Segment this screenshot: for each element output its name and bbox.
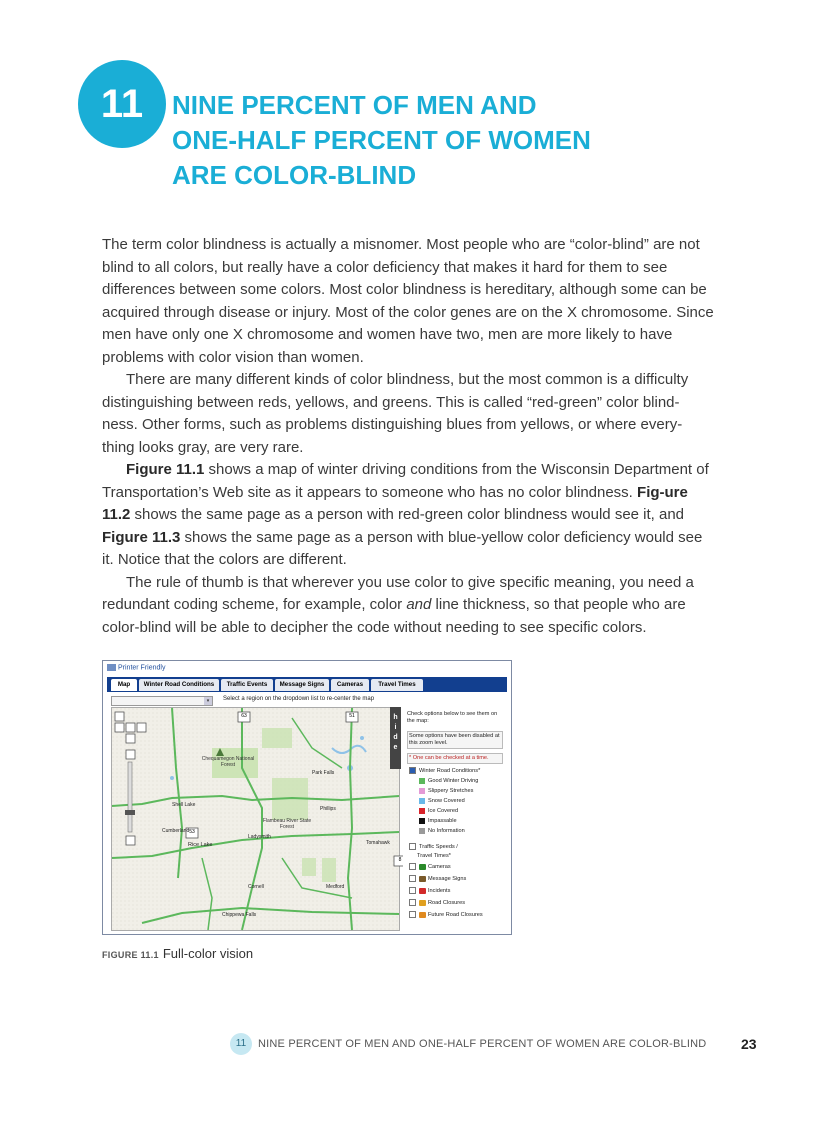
chapter-title-line-1: NINE PERCENT OF MEN AND: [172, 90, 537, 120]
disabled-note: Some options have been disabled at this zoom level.: [407, 731, 503, 749]
map-label-ladysmith: Ladysmith: [248, 834, 271, 840]
incident-icon: [419, 888, 426, 894]
paragraph-4-text-1: The rule of thumb is that wherever you use color to give specific meaning, you need a redundant coding scheme, for example, color: [102, 573, 694, 613]
chapter-title-line-3: ARE COLOR-BLIND: [172, 160, 417, 190]
figure-caption-text: Full-color vision: [162, 946, 254, 961]
hide-panel-toggle[interactable]: [390, 707, 401, 769]
tab-bar: [107, 677, 507, 692]
hide-letter-h: h: [393, 714, 398, 721]
legend-slippery-label: Slippery Stretches: [428, 788, 474, 794]
layer-panel: [403, 707, 507, 929]
map-label-rice-lake: Rice Lake: [188, 842, 213, 848]
legend-impassable: [419, 817, 457, 826]
map-label-cornell: Cornell: [248, 884, 264, 890]
winter-checkbox[interactable]: [409, 767, 416, 774]
tab-message-signs[interactable]: Message Signs: [275, 679, 329, 691]
legend-swatch-slippery: [419, 788, 425, 794]
layer-road-closures[interactable]: [409, 899, 465, 908]
map-label-phillips: Phillips: [320, 806, 336, 812]
legend-no-info-label: No Information: [428, 828, 465, 834]
map-label-tomahawk: Tomahawk: [366, 840, 390, 846]
incidents-label: Incidents: [428, 888, 451, 894]
map-label-route-53: 53: [189, 829, 195, 835]
paragraph-4: [102, 572, 714, 640]
figure-ref-11-1: Figure 11.1: [126, 461, 205, 478]
figure-ref-11-2: Fig-ure 11.2: [102, 483, 688, 523]
map-label-chippewa: Chippewa Falls: [222, 912, 257, 918]
road-closures-checkbox[interactable]: [409, 899, 416, 906]
future-road-closure-icon: [419, 912, 426, 918]
legend-swatch-impassable: [419, 818, 425, 824]
tab-cameras[interactable]: Cameras: [331, 679, 369, 691]
message-signs-checkbox[interactable]: [409, 875, 416, 882]
map-label-route-8: 8: [398, 857, 402, 863]
cameras-checkbox[interactable]: [409, 863, 416, 870]
map-label-park-falls: Park Falls: [312, 770, 335, 776]
legend-ice: [419, 807, 458, 816]
hide-letter-e: e: [393, 744, 398, 751]
figure-caption-label: FIGURE 11.1: [102, 950, 159, 960]
legend-good: [419, 777, 478, 786]
cameras-label: Cameras: [428, 864, 451, 870]
body-text: [102, 234, 714, 639]
paragraph-3: [102, 459, 714, 572]
printer-friendly-link[interactable]: [107, 664, 165, 671]
legend-snow-label: Snow Covered: [428, 798, 465, 804]
road-closure-icon: [419, 900, 426, 906]
footer-chapter-number: 11: [235, 1038, 247, 1049]
camera-icon: [419, 864, 426, 870]
tab-traffic-events[interactable]: Traffic Events: [221, 679, 273, 691]
incidents-checkbox[interactable]: [409, 887, 416, 894]
region-dropdown[interactable]: [111, 696, 213, 706]
map-label-forest: Chequamegon National Forest: [201, 756, 255, 768]
future-road-closures-checkbox[interactable]: [409, 911, 416, 918]
map-label-route-63: 63: [241, 713, 247, 719]
paragraph-1: The term color blindness is actually a misnomer. Most people who are “color-blind” are not blind to all colors, but really have a color deficiency that makes it hard for them to see differences between some colors. Most color blindness is hereditary, although some can be acquired through disease or injury. Most of the color genes are on the X chromosome. Since men have only one X chromosome and women have two, men are more likely to have problems with color vision than women.: [102, 236, 714, 366]
chapter-title-line-2: ONE-HALF PERCENT OF WOMEN: [172, 125, 591, 155]
layer-cameras[interactable]: [409, 863, 451, 872]
map-label-shell-lake: Shell Lake: [172, 802, 196, 808]
legend-swatch-ice: [419, 808, 425, 814]
traffic-speeds-checkbox[interactable]: [409, 843, 416, 850]
footer-running-title: NINE PERCENT OF MEN AND ONE-HALF PERCENT OF WOMEN ARE COLOR-BLIND: [258, 1038, 707, 1050]
traffic-speeds-row[interactable]: [409, 843, 458, 852]
tab-travel-times[interactable]: Travel Times: [371, 679, 423, 691]
legend-swatch-good: [419, 778, 425, 784]
map-label-state-forest: Flambeau River State Forest: [262, 818, 312, 830]
hide-letter-i: i: [394, 724, 397, 731]
layer-incidents[interactable]: [409, 887, 450, 896]
road-closures-label: Road Closures: [428, 900, 465, 906]
legend-swatch-no-info: [419, 828, 425, 834]
printer-icon: [107, 664, 116, 671]
hide-letter-d: d: [393, 734, 398, 741]
one-checked-note: * One can be checked at a time.: [407, 753, 503, 764]
figure-ref-11-3: Figure 11.3: [102, 528, 181, 546]
legend-snow: [419, 797, 465, 806]
tab-winter-road-conditions[interactable]: Winter Road Conditions: [139, 679, 219, 691]
page-number: 23: [741, 1036, 757, 1052]
map-instruction: Select a region on the dropdown list to re-center the map: [223, 696, 375, 702]
emphasis-and: and: [406, 596, 432, 613]
paragraph-3-text-1: shows a map of winter driving conditions from the Wisconsin Department of Transportation’s Web site as it appears to someone who has no color blindness.: [102, 461, 709, 501]
map-view[interactable]: [111, 707, 400, 931]
legend-swatch-snow: [419, 798, 425, 804]
printer-friendly-label: Printer Friendly: [118, 664, 166, 672]
chapter-title: [172, 88, 772, 193]
tab-map[interactable]: Map: [111, 679, 137, 691]
message-sign-icon: [419, 876, 426, 882]
future-road-closures-label: Future Road Closures: [428, 912, 483, 918]
check-options-note: Check options below to see them on the map:: [407, 711, 498, 724]
travel-times-label: Travel Times*: [417, 853, 451, 859]
figure-caption: [102, 946, 253, 961]
winter-road-conditions-row[interactable]: [409, 767, 480, 776]
traffic-speeds-label: Traffic Speeds /: [419, 844, 458, 850]
chapter-number: 11: [100, 82, 144, 126]
winter-label: Winter Road Conditions*: [419, 768, 481, 774]
legend-slippery: [419, 787, 473, 796]
map-label-medford: Medford: [326, 884, 345, 890]
map-label-cumberland: Cumberland: [162, 828, 190, 834]
paragraph-2: There are many different kinds of color blindness, but the most common is a difficulty distinguishing between reds, yellows, and greens. This is called “red-green” color blind-ness. Other forms, such as problems distinguishing blues from yellows, or where every-thing looks gray, are very rare.: [102, 371, 689, 456]
layer-message-signs[interactable]: [409, 875, 466, 884]
paragraph-3-text-2: shows the same page as a person with red-green color blindness would see it, and: [130, 506, 685, 523]
paragraph-3-text-3: shows the same page as a person with blue-yellow color deficiency would see it. Notice that the colors are different.: [102, 528, 703, 568]
legend-ice-label: Ice Covered: [428, 808, 459, 814]
map-label-route-51: 51: [349, 713, 355, 719]
legend-good-label: Good Winter Driving: [428, 778, 479, 784]
dropdown-arrow-icon: ▾: [204, 697, 212, 705]
legend-impassable-label: Impassable: [428, 818, 457, 824]
layer-future-road-closures[interactable]: [409, 911, 483, 920]
paragraph-4-text-2: line thickness, so that people who are color-blind will be able to decipher the code without needing to see specific colors.: [102, 596, 686, 636]
legend-no-info: [419, 827, 465, 836]
message-signs-label: Message Signs: [428, 876, 467, 882]
figure-screenshot: [102, 660, 512, 935]
